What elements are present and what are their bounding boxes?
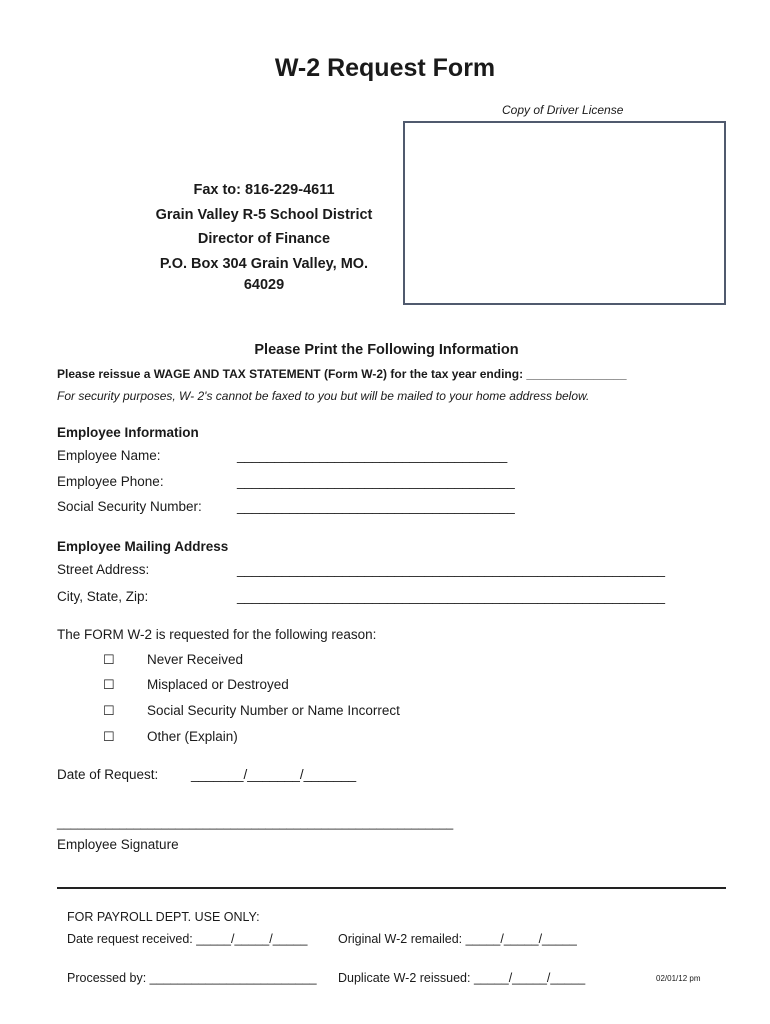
form-revision-code: 02/01/12 pm [656,974,701,983]
street-address-label: Street Address: [57,562,150,577]
employee-info-heading: Employee Information [57,425,199,440]
reason-prompt: The FORM W-2 is requested for the following reason: [57,627,377,642]
signature-line: _________________________________________________________ [57,816,454,830]
department-name: Director of Finance [197,231,331,247]
license-box-label: Copy of Driver License [502,103,624,117]
signature-label: Employee Signature [57,837,179,852]
form-title: W-2 Request Form [274,54,496,82]
employee-name-line: ____________________________________ [237,448,508,463]
address-line-2: 64029 [243,277,285,293]
option-misplaced: Misplaced or Destroyed [147,677,289,692]
option-ssn-incorrect: Social Security Number or Name Incorrect [147,703,400,718]
checkbox-misplaced: ☐ [103,677,115,692]
employee-name-label: Employee Name: [57,448,161,463]
mailing-address-heading: Employee Mailing Address [57,539,229,554]
payroll-heading: FOR PAYROLL DEPT. USE ONLY: [67,910,260,924]
ssn-label: Social Security Number: [57,499,202,514]
checkbox-ssn-incorrect: ☐ [103,703,115,718]
city-state-zip-label: City, State, Zip: [57,589,149,604]
duplicate-w2-reissued: Duplicate W-2 reissued: _____/_____/_____ [338,971,586,985]
address-line-1: P.O. Box 304 Grain Valley, MO. [159,255,369,272]
employee-phone-line: _____________________________________ [237,474,515,489]
reissue-statement: Please reissue a WAGE AND TAX STATEMENT (Form W-2) for the tax year ending: _______________ [57,367,627,381]
date-request-received: Date request received: _____/_____/_____ [67,932,308,946]
checkbox-other: ☐ [103,729,115,744]
date-of-request-line: _______/_______/_______ [191,767,357,782]
original-w2-remailed: Original W-2 remailed: _____/_____/_____ [338,932,577,946]
option-other: Other (Explain) [147,729,238,744]
print-info-heading: Please Print the Following Information [254,342,519,358]
fax-number: Fax to: 816-229-4611 [193,182,335,198]
street-address-line: _________________________________________________________ [237,562,665,577]
ssn-line: _____________________________________ [237,499,515,514]
employee-phone-label: Employee Phone: [57,474,164,489]
district-name: Grain Valley R-5 School District [155,206,373,223]
date-of-request-label: Date of Request: [57,767,159,782]
security-note: For security purposes, W- 2's cannot be faxed to you but will be mailed to your home address below. [57,389,590,403]
option-never-received: Never Received [147,652,244,667]
fax-address-block [136,178,392,294]
driver-license-box [403,121,726,305]
city-state-zip-line: _________________________________________________________ [237,589,665,604]
checkbox-never-received: ☐ [103,652,115,667]
section-divider [57,887,726,889]
processed-by: Processed by: ________________________ [67,971,317,985]
